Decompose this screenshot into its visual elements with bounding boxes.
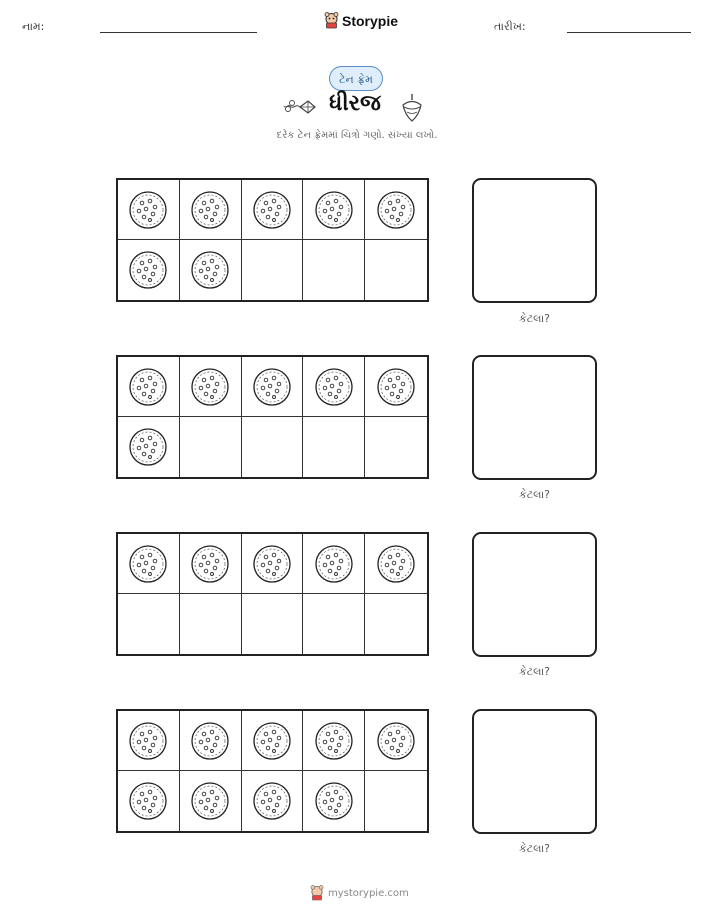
frame-cell [118, 240, 180, 300]
cookie-icon [128, 250, 168, 290]
cookie-icon [252, 544, 292, 584]
frame-cell [365, 594, 427, 654]
cookie-icon [376, 721, 416, 761]
cookie-icon [128, 544, 168, 584]
frame-cell [303, 357, 365, 417]
cookie-icon [376, 544, 416, 584]
frame-cell [242, 240, 304, 300]
cookie-icon [376, 190, 416, 230]
question-label: કેટલા? [518, 842, 551, 855]
frame-cell [118, 417, 180, 477]
frame-cell [118, 534, 180, 594]
cookie-icon [190, 367, 230, 407]
frame-cell [365, 534, 427, 594]
cookie-icon [128, 427, 168, 467]
frame-cell [365, 771, 427, 831]
frame-cell [365, 240, 427, 300]
storypie-logo-icon [324, 12, 339, 29]
frame-cell [303, 771, 365, 831]
cookie-icon [314, 367, 354, 407]
topic-pill: ટેન ફ્રેમ [329, 66, 383, 91]
frame-cell [242, 771, 304, 831]
cookie-icon [252, 190, 292, 230]
cookie-icon [190, 544, 230, 584]
name-line[interactable] [100, 32, 257, 33]
page-title: ધીરજ [329, 91, 381, 116]
frame-cell [303, 417, 365, 477]
frame-cell [118, 711, 180, 771]
answer-box-2[interactable] [472, 355, 597, 480]
name-label: નામ: [22, 20, 45, 33]
frame-cell [242, 417, 304, 477]
frame-cell [365, 180, 427, 240]
brand-logo [324, 12, 398, 29]
frame-cell [303, 534, 365, 594]
frame-cell [303, 711, 365, 771]
cookie-icon [128, 190, 168, 230]
title-row [280, 91, 430, 123]
storypie-logo-icon [310, 885, 324, 901]
cookie-icon [128, 781, 168, 821]
frame-cell [242, 180, 304, 240]
cookie-icon [252, 367, 292, 407]
ten-frame-2 [116, 355, 429, 479]
cookie-icon [252, 781, 292, 821]
frame-cell [180, 357, 242, 417]
cookie-icon [190, 190, 230, 230]
cookie-icon [314, 544, 354, 584]
ten-frame-1 [116, 178, 429, 302]
ten-frame-4 [116, 709, 429, 833]
frame-cell [118, 180, 180, 240]
frame-cell [242, 594, 304, 654]
frame-cell [180, 534, 242, 594]
frame-cell [180, 711, 242, 771]
cookie-icon [190, 781, 230, 821]
frame-cell [242, 357, 304, 417]
frame-cell [180, 771, 242, 831]
date-line[interactable] [567, 32, 691, 33]
footer-url: mystorypie.com [328, 887, 409, 899]
frame-cell [365, 357, 427, 417]
frame-cell [242, 534, 304, 594]
frame-cell [118, 594, 180, 654]
brand-name: Storypie [342, 12, 399, 29]
cookie-icon [314, 190, 354, 230]
answer-box-4[interactable] [472, 709, 597, 834]
answer-box-3[interactable] [472, 532, 597, 657]
question-label: કેટલા? [518, 488, 551, 501]
ten-frame-3 [116, 532, 429, 656]
frame-cell [180, 240, 242, 300]
cookie-icon [314, 721, 354, 761]
frame-cell [303, 240, 365, 300]
frame-cell [365, 711, 427, 771]
question-label: કેટલા? [518, 665, 551, 678]
cookie-icon [190, 721, 230, 761]
date-label: તારીખ: [494, 20, 526, 33]
cookie-icon [128, 367, 168, 407]
question-label: કેટલા? [518, 312, 551, 325]
frame-cell [242, 711, 304, 771]
frame-cell [180, 180, 242, 240]
frame-cell [303, 594, 365, 654]
answer-box-1[interactable] [472, 178, 597, 303]
frame-cell [118, 771, 180, 831]
frame-cell [365, 417, 427, 477]
frame-cell [180, 594, 242, 654]
cookie-icon [128, 721, 168, 761]
cookie-icon [376, 367, 416, 407]
spinning-top-icon [400, 93, 424, 123]
cookie-icon [190, 250, 230, 290]
cookie-icon [314, 781, 354, 821]
frame-cell [180, 417, 242, 477]
kite-icon [282, 97, 316, 117]
cookie-icon [252, 721, 292, 761]
footer [310, 885, 409, 901]
frame-cell [118, 357, 180, 417]
frame-cell [303, 180, 365, 240]
instructions: દરેક ટેન ફ્રેમમાં ચિત્રો ગણો. સંખ્યા લખો. [276, 130, 438, 141]
